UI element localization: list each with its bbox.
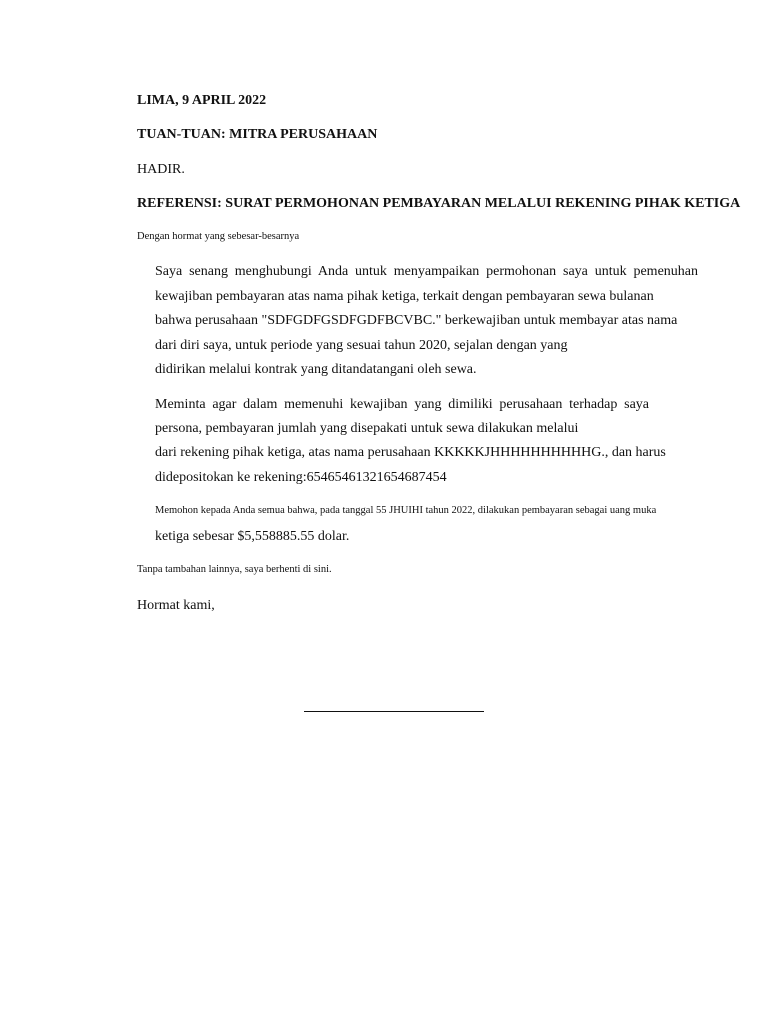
signature-line: [304, 711, 484, 712]
paragraph-3-line: Memohon kepada Anda semua bahwa, pada tanggal 55 JHUIHI tahun 2022, dilakukan pembayaran sebagai uang muka: [155, 505, 657, 516]
paragraph-2-line: Meminta agar dalam memenuhi kewajiban yang dimiliki perusahaan terhadap saya: [155, 397, 649, 412]
closing-note: Tanpa tambahan lainnya, saya berhenti di sini.: [137, 564, 332, 575]
reference-line: REFERENSI: SURAT PERMOHONAN PEMBAYARAN MELALUI REKENING PIHAK KETIGA: [137, 196, 741, 211]
paragraph-2-line: persona, pembayaran jumlah yang disepakati untuk sewa dilakukan melalui: [155, 421, 579, 436]
paragraph-1-line: dari diri saya, untuk periode yang sesuai tahun 2020, sejalan dengan yang: [155, 338, 568, 353]
paragraph-1-line: kewajiban pembayaran atas nama pihak ketiga, terkait dengan pembayaran sewa bulanan: [155, 289, 654, 304]
paragraph-2-line: didepositokan ke rekening:65465461321654687454: [155, 470, 447, 485]
present-line: HADIR.: [137, 162, 185, 177]
paragraph-2-line: dari rekening pihak ketiga, atas nama perusahaan KKKKKJHHHHHHHHHHG., dan harus: [155, 445, 666, 460]
paragraph-3-line: ketiga sebesar $5,558885.55 dolar.: [155, 529, 350, 544]
paragraph-1-line: Saya senang menghubungi Anda untuk menyampaikan permohonan saya untuk pemenuhan: [155, 264, 698, 279]
paragraph-1-line: bahwa perusahaan "SDFGDFGSDFGDFBCVBC." berkewajiban untuk membayar atas nama: [155, 313, 678, 328]
sign-off: Hormat kami,: [137, 598, 215, 613]
paragraph-1-line: didirikan melalui kontrak yang ditandatangani oleh sewa.: [155, 362, 477, 377]
recipient-line: TUAN-TUAN: MITRA PERUSAHAAN: [137, 127, 378, 142]
place-date: LIMA, 9 APRIL 2022: [137, 93, 267, 108]
greeting-line: Dengan hormat yang sebesar-besarnya: [137, 231, 300, 242]
